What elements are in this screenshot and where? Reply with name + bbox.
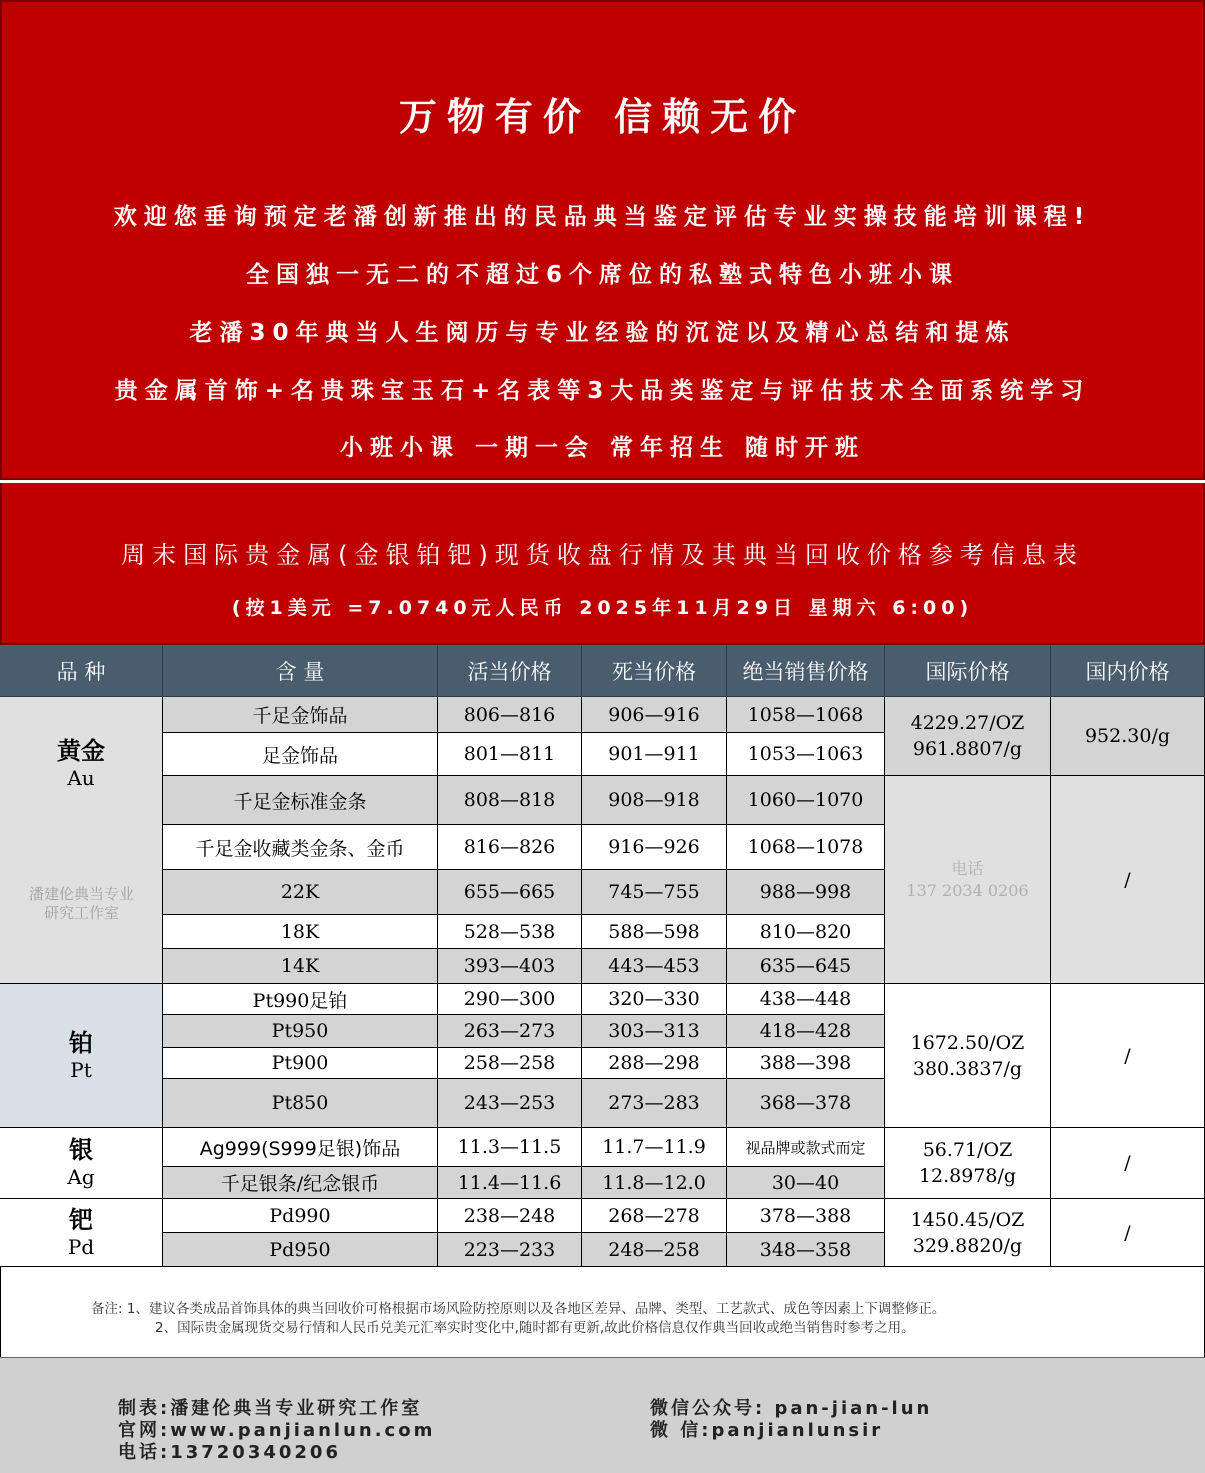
metal-symbol: Ag [67,1165,95,1189]
table-row-content: Pt990足铂 [163,984,438,1015]
metal-palladium [0,1199,163,1267]
metal-gold [0,697,163,984]
dead-price: 906—916 [582,697,727,733]
dead-price: 11.8—12.0 [582,1167,727,1199]
table-row-content: 18K [163,915,438,949]
live-price: 243—253 [438,1079,582,1128]
dead-price: 273—283 [582,1079,727,1128]
live-price: 238—248 [438,1199,582,1233]
live-price: 223—233 [438,1233,582,1267]
sale-price: 1058—1068 [727,697,885,733]
sale-price: 368—378 [727,1079,885,1128]
remark-1: 备注: 1、建议各类成品首饰具体的典当回收价可格根据市场风险防控原则以及各地区差异、品牌、类型、工艺款式、成色等因素上下调整修正。 [91,1301,946,1317]
header-content: 含 量 [163,645,438,697]
metal-name: 铂 [69,1028,93,1057]
sale-price: 30—40 [727,1167,885,1199]
metal-platinum [0,984,163,1128]
watermark-studio: 潘建伦典当专业 研究工作室 [28,885,134,922]
sale-price: 388—398 [727,1048,885,1079]
header-variety: 品 种 [0,645,163,697]
metal-symbol: Pd [67,1234,95,1259]
sale-price: 418—428 [727,1015,885,1048]
dead-price: 303—313 [582,1015,727,1048]
price-table [0,645,1205,1267]
motto: 万物有价 信赖无价 [398,95,807,139]
table-row-content: 千足金收藏类金条、金币 [163,825,438,870]
website-link[interactable]: 官网:www.panjianlun.com [118,1420,436,1441]
dead-price: 901—911 [582,733,727,776]
dead-price: 916—926 [582,825,727,870]
sale-price: 视品牌或款式而定 [727,1128,885,1167]
table-row-content: 22K [163,870,438,915]
dead-price: 320—330 [582,984,727,1015]
sale-price: 1060—1070 [727,776,885,825]
live-price: 816—826 [438,825,582,870]
live-price: 11.4—11.6 [438,1167,582,1199]
live-price: 528—538 [438,915,582,949]
dead-price: 248—258 [582,1233,727,1267]
wechat-id: 微 信:panjianlunsir [650,1420,884,1441]
sale-price: 810—820 [727,915,885,949]
header-dead-price: 死当价格 [582,645,727,697]
table-row-content: Pd990 [163,1199,438,1233]
table-row-content: Pt900 [163,1048,438,1079]
table-row-content: Pd950 [163,1233,438,1267]
table-row-content: Pt850 [163,1079,438,1128]
metal-symbol: Au [67,766,95,790]
remark-2: 2、国际贵金属现货交易行情和人民币兑美元汇率实时变化中,随时都有更新,故此价格信息仅作典当回收或绝当销售时参考之用。 [155,1320,915,1336]
promo-line-2: 全国独一无二的不超过6个席位的私塾式特色小班小课 [245,262,959,288]
live-price: 806—816 [438,697,582,733]
platinum-intl-price: 1672.50/OZ 380.3837/g [885,984,1051,1128]
sale-price: 438—448 [727,984,885,1015]
gold-domestic-price: 952.30/g [1051,697,1205,776]
footer [0,1357,1205,1473]
live-price: 290—300 [438,984,582,1015]
palladium-domestic-price: / [1051,1199,1205,1267]
table-row-content: 千足金饰品 [163,697,438,733]
table-row-content: Pt950 [163,1015,438,1048]
header-domestic-price: 国内价格 [1051,645,1205,697]
dead-price: 588—598 [582,915,727,949]
promo-line-3: 老潘30年典当人生阅历与专业经验的沉淀以及精心总结和提炼 [189,320,1016,346]
table-row-content: 足金饰品 [163,733,438,776]
platinum-domestic-price: / [1051,984,1205,1128]
table-title-band [0,483,1205,645]
sale-price: 988—998 [727,870,885,915]
dead-price: 11.7—11.9 [582,1128,727,1167]
promo-line-5: 小班小课 一期一会 常年招生 随时开班 [339,435,866,461]
table-row-content: 14K [163,949,438,984]
table-row-content: 千足银条/纪念银币 [163,1167,438,1199]
phone: 电话:13720340206 [118,1442,341,1463]
live-price: 655—665 [438,870,582,915]
palladium-intl-price: 1450.45/OZ 329.8820/g [885,1199,1051,1267]
gold-intl-price: 4229.27/OZ 961.8807/g [885,697,1051,776]
promo-line-4: 贵金属首饰+名贵珠宝玉石+名表等3大品类鉴定与评估技术全面系统学习 [114,378,1091,404]
live-price: 808—818 [438,776,582,825]
live-price: 393—403 [438,949,582,984]
sale-price: 1053—1063 [727,733,885,776]
sale-price: 1068—1078 [727,825,885,870]
metal-name: 钯 [69,1205,93,1234]
live-price: 801—811 [438,733,582,776]
live-price: 263—273 [438,1015,582,1048]
header-sale-price: 绝当销售价格 [727,645,885,697]
sale-price: 348—358 [727,1233,885,1267]
sale-price: 635—645 [727,949,885,984]
table-title: 周末国际贵金属(金银铂钯)现货收盘行情及其典当回收价格参考信息表 [121,541,1084,569]
promo-banner [0,0,1205,480]
dead-price: 908—918 [582,776,727,825]
silver-domestic-price: / [1051,1128,1205,1199]
metal-name: 银 [69,1136,93,1164]
gold-intl-phone-watermark: 电话 137 2034 0206 [885,776,1051,984]
metal-name: 黄金 [57,737,105,765]
exchange-rate-date: (按1美元 =7.0740元人民币 2025年11月29日 星期六 6:00) [231,597,974,619]
gold-domestic-other: / [1051,776,1205,984]
maker: 制表:潘建伦典当专业研究工作室 [118,1398,423,1419]
live-price: 11.3—11.5 [438,1128,582,1167]
promo-line-1: 欢迎您垂询预定老潘创新推出的民品典当鉴定评估专业实操技能培训课程! [113,204,1092,230]
table-row-content: Ag999(S999足银)饰品 [163,1128,438,1167]
wechat-public: 微信公众号: pan-jian-lun [650,1398,933,1419]
table-row-content: 千足金标准金条 [163,776,438,825]
dead-price: 443—453 [582,949,727,984]
dead-price: 745—755 [582,870,727,915]
metal-silver [0,1128,163,1199]
sale-price: 378—388 [727,1199,885,1233]
remarks [0,1267,1205,1357]
header-intl-price: 国际价格 [885,645,1051,697]
dead-price: 268—278 [582,1199,727,1233]
dead-price: 288—298 [582,1048,727,1079]
live-price: 258—258 [438,1048,582,1079]
silver-intl-price: 56.71/OZ 12.8978/g [885,1128,1051,1199]
header-live-price: 活当价格 [438,645,582,697]
metal-symbol: Pt [70,1057,92,1082]
